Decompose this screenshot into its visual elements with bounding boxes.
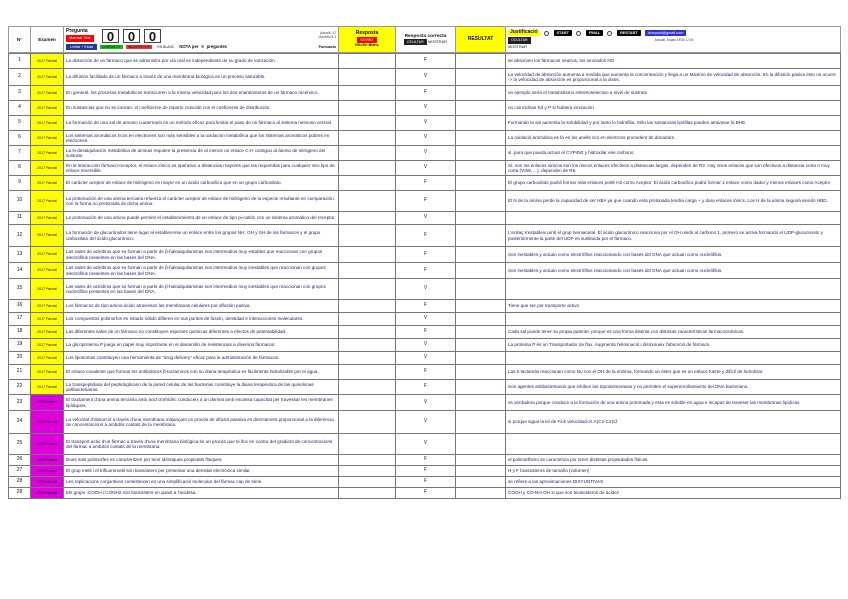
justification-text: H y F bioisosteros de tamaño (volumen) [506, 466, 841, 477]
correct-answer: V [396, 434, 456, 455]
answer-input[interactable] [339, 247, 396, 263]
question-text: Dues sals polimorfes es caracteritzen per tenir idèntiques propietats físiques. [64, 455, 339, 466]
result-cell [456, 131, 506, 146]
answer-input[interactable] [339, 191, 396, 212]
answer-input[interactable] [339, 488, 396, 499]
pregunta-header [64, 27, 339, 53]
row-number: 15 [9, 279, 31, 300]
table-row [9, 69, 841, 86]
justificacio-label: Justificació [510, 29, 538, 36]
justification-text: si porque sigue la lei de Fick velocidad=K.A(C1-C2)/d [506, 411, 841, 434]
resposta-label: Resposta [355, 30, 379, 37]
exam-badge: 2017 Parcial [31, 365, 64, 380]
table-row [9, 488, 841, 499]
question-text: La absorción de un fármaco que se administra por vía oral es independiente de su grado de ionización. [64, 54, 339, 69]
justification-text: La proteina P és un Transportador de flux. Augmenta l'eliminació i disminueix l'absorció de fàrmacs. [506, 339, 841, 352]
justification-text: El N de la amina perde la capacidad de ser HBA ya que cuando esta protonada tendra carga + y dara enlaces iònics. Los H de la amina seguirà siendo HBD. [506, 191, 841, 212]
correct-answer: F [396, 466, 456, 477]
table-row [9, 477, 841, 488]
correct-answer: F [396, 176, 456, 191]
result-cell [456, 279, 506, 300]
justification-text: La velocidad de absorción aumenta a medida que aumenta la concentración y llega a un Máximo de velocidad de absorción. En la difusión pasiva esto no ocurre -> la velocidad de absorción es proporcional a la dosis. [506, 69, 841, 86]
row-number: 7 [9, 146, 31, 161]
exam-badge: 2017 Parcial [31, 69, 64, 86]
row-number: 14 [9, 263, 31, 279]
row-number: 29 [9, 488, 31, 499]
correct-answer: V [396, 339, 456, 352]
table-row [9, 247, 841, 263]
justification-text [506, 279, 841, 300]
row-number: 23 [9, 395, 31, 411]
correct-answer: F [396, 380, 456, 395]
exam-badge: 2017 Parcial [31, 225, 64, 247]
exam-badge: 2017 Parcial [31, 326, 64, 339]
answer-input[interactable] [339, 279, 396, 300]
justification-text [506, 313, 841, 326]
table-row [9, 279, 841, 300]
result-cell [456, 411, 506, 434]
result-cell [456, 313, 506, 326]
question-text: El tractament d'una amina terciària amb àcid clorhídric conduceix a un derivat amb escassa capacitat per travessar les membranes lipídiques. [64, 395, 339, 411]
ocultar-answers-button[interactable]: OCULTAR [404, 39, 427, 45]
justification-text: si, para que pueda actuar el CYP450 y hidroxilar ese carbono [506, 146, 841, 161]
sovint-button[interactable]: SOVINT [357, 37, 376, 43]
puntuacio-label: Puntuació [318, 44, 336, 49]
table-row [9, 326, 841, 339]
question-text: En la interacción fármaco-receptor, el enlace iónico es operativo a distancias mayores que las requeridas para cualquier otro tipo de enlace reversible. [64, 161, 339, 176]
table-row [9, 176, 841, 191]
ns-label: NS=En Blanc [355, 43, 379, 48]
answer-input[interactable] [339, 326, 396, 339]
question-text: Els grups -COOH i CONH2 són bioisòsters en quant a l'acidesa. [64, 488, 339, 499]
answer-input[interactable] [339, 300, 396, 313]
table-row [9, 161, 841, 176]
correct-answer: F [396, 54, 456, 69]
exam-badge: 2017 Parcial [31, 339, 64, 352]
result-cell [456, 380, 506, 395]
justification-text: un ejemplo sería el metabolismo estereoselectivo a nivel de sustrato [506, 86, 841, 101]
table-row [9, 225, 841, 247]
justification-text: Cada sal puede tener su propia patente, porque es una forma distinta con distintas características farmacocinéticas. [506, 326, 841, 339]
nota-label: NOTA per [179, 43, 199, 49]
table-row [9, 411, 841, 434]
num-header: N° [9, 27, 31, 53]
justification-text: L'enllaç s'estableix amb el grup hemiacetal. El ácido glucurónico reacciona por el OH unido al carbono 1, primero se activa formando el UDP-glucuronato y posteriormente la parte del UDP es sustituida por el fàrmaco. [506, 225, 841, 247]
exam-badge: 2017 Parcial [31, 313, 64, 326]
row-number: 4 [9, 101, 31, 116]
row-number: 24 [9, 411, 31, 434]
answer-input[interactable] [339, 395, 396, 411]
table-row [9, 101, 841, 116]
side-note-1: Actualit. V2 [319, 31, 336, 35]
nota-count: 0 [201, 43, 204, 49]
row-number: 3 [9, 86, 31, 101]
row-number: 25 [9, 434, 31, 455]
question-text: La difusión facilitada de un fármaco a través de una membrana biológica es un proceso saturable. [64, 69, 339, 86]
result-cell [456, 352, 506, 365]
exam-badge: 2017 Parcial [31, 146, 64, 161]
question-text: Les replicacions conjuntives consisteixen en una simplificació molecular del fàrmac cap de sèrie. [64, 477, 339, 488]
correct-answer: F [396, 365, 456, 380]
answer-input[interactable] [339, 466, 396, 477]
correcte-legend: CORRECTE [101, 44, 121, 49]
question-text: La N-desalquilación metabólica de aminas requiere la presencia de al menos un enlace C-H contiguo al átomo de nitrógeno del sustrato. [64, 146, 339, 161]
answer-input[interactable] [339, 131, 396, 146]
correct-answer: F [396, 247, 456, 263]
correct-answer: V [396, 352, 456, 365]
correct-answer: V [396, 146, 456, 161]
table-row [9, 365, 841, 380]
justification-text [506, 434, 841, 455]
questions-table [8, 53, 841, 499]
justification-text: Sí, son los enlaces iónicos son los únicos enlaces efectivos a distancias largas, dependen de R2. Hay otros enlaces que son efectivos a distancia corta o muy corta (VdW, ...), dependen de R6. [506, 161, 841, 176]
final-button[interactable]: FINAL [586, 30, 603, 36]
exam-badge: 2017 Parcial [31, 116, 64, 131]
correct-answer: F [396, 455, 456, 466]
manual-test-button[interactable]: Manual Test [66, 35, 94, 42]
justification-text: COOH y CO-NH-OH si que son bioisosteros de acidez [506, 488, 841, 499]
justification-text [506, 212, 841, 225]
correct-answer: V [396, 116, 456, 131]
table-row [9, 116, 841, 131]
ocultar-justificacio-button[interactable]: OCULTAR [508, 37, 531, 43]
row-number: 28 [9, 477, 31, 488]
result-cell [456, 395, 506, 411]
result-cell [456, 326, 506, 339]
start-button[interactable]: START [554, 30, 572, 36]
exam-badge: 2017 Parcial [31, 212, 64, 225]
question-text: La velocitat d'absorció a través d'una membrana mitjançant un procés de difusió passiva és directament proporcional a la diferència de concentracions a ambdós costats de la membrana. [64, 411, 339, 434]
result-cell [456, 69, 506, 86]
answer-input[interactable] [339, 352, 396, 365]
answer-input[interactable] [339, 477, 396, 488]
question-text: La protonación de una amina puede permitir el establecimiento de un enlace de tipo pi-catión con un sistema aromático del receptor. [64, 212, 339, 225]
question-text: Las diferentes sales de un fármaco no constituyen especies químicas diferentes a efectos de patentabilidad. [64, 326, 339, 339]
exam-badge: 2017 Parcial [31, 191, 64, 212]
answer-input[interactable] [339, 212, 396, 225]
justificacio-header [506, 27, 841, 53]
answer-input[interactable] [339, 54, 396, 69]
exam-badge: 2016 Parcial [31, 477, 64, 488]
question-text: Los fármacos de tipo amino-ácido atraviesan las membranas celulares por difusión pasiva. [64, 300, 339, 313]
correct-answer: V [396, 411, 456, 434]
table-row [9, 434, 841, 455]
result-cell [456, 488, 506, 499]
exam-badge: 2017 Parcial [31, 176, 64, 191]
justification-text: Tiene que ser por transporte activo [506, 300, 841, 313]
correct-answer: V [396, 212, 456, 225]
exam-badge: 2017 Parcial [31, 247, 64, 263]
table-row [9, 212, 841, 225]
restart-button[interactable]: RESTART [617, 30, 641, 36]
result-cell [456, 434, 506, 455]
blank-counter: 0 [144, 29, 161, 43]
correct-answer: F [396, 300, 456, 313]
question-text: Las sales de aziridinio que se forman a partir de β-haloalquilaminas son intermedios muy estables que reaccionan con grupos electrófilos presentes en las bases del DNA. [64, 247, 339, 263]
mostrar-answers-button[interactable]: MOSTRAR [427, 40, 447, 45]
row-number: 2 [9, 69, 31, 86]
final-radio-icon[interactable] [576, 31, 581, 36]
question-text: Los sistemas aromáticos ricos en electrones son más sensibles a la oxidación metabólica que los sistemas aromáticos pobres en electrones. [64, 131, 339, 146]
correct-answer: V [396, 69, 456, 86]
exam-badge: 2016 Parcial [31, 466, 64, 477]
question-text: Las sales de aziridinio que se forman a partir de β-haloalquilaminas son intermedios muy inestables que reaccionan con grupos electrófilos presentes en las bases del DNA. [64, 263, 339, 279]
header-table [8, 26, 841, 53]
row-number: 16 [9, 300, 31, 313]
row-number: 9 [9, 176, 31, 191]
exam-badge: 2016 Parcial [31, 434, 64, 455]
table-row [9, 455, 841, 466]
table-row [9, 395, 841, 411]
row-number: 10 [9, 191, 31, 212]
question-text: El transport actiu d'un fàrmac a través d'una membrana biològica és un procés que té lloc en contra del gradient de concentracions del fàrmac a ambdós costats de la membrana. [64, 434, 339, 455]
correct-answer: V [396, 395, 456, 411]
side-note-2: Max/Min 8-3 [318, 34, 336, 39]
justification-text: Formando la sal aumenta la solubilidad y por tanto lo hidrofilia. Sólo las sustancias lipófilas pueden atravesar la BHE. [506, 116, 841, 131]
exam-badge: 2017 Parcial [31, 161, 64, 176]
question-text: Las sales de aziridinio que se forman a partir de β-haloalquilaminas son intermedios muy inestables que reaccionan con grupos nucleófilos presentes en las bases del DNA. [64, 279, 339, 300]
result-cell [456, 339, 506, 352]
result-cell [456, 212, 506, 225]
answer-input[interactable] [339, 69, 396, 86]
question-text: El grup metil i el trifluorometil són bioisòsters per presentar una densitat electrònica similar. [64, 466, 339, 477]
exam-badge: 2017 Parcial [31, 101, 64, 116]
resposta-header [339, 27, 396, 53]
question-text: La glicoproteína P juega un papel muy importante en el desarrollo de resistencias a diversos fármacos. [64, 339, 339, 352]
question-text: La transpeptidasa del peptidoglicano de la pared celular de las bacterias constituye la diana terapéutica de las quinolonas antibacterianas. [64, 380, 339, 395]
pregunta-label: Pregunta [66, 28, 88, 35]
correct-answer: F [396, 326, 456, 339]
incorrect-counter: 0 [123, 29, 140, 43]
justification-text: La oxidació aromàtica es fa en los anells rics en electrons procedent de donadors. [506, 131, 841, 146]
correct-answer: V [396, 313, 456, 326]
row-number: 20 [9, 352, 31, 365]
answer-input[interactable] [339, 380, 396, 395]
exam-header: Examen [31, 27, 64, 53]
correct-answer: F [396, 263, 456, 279]
spreadsheet [8, 26, 840, 499]
table-row [9, 146, 841, 161]
correct-answer: V [396, 161, 456, 176]
question-text: El carácter aceptor de enlace de hidrógeno es mayor en un ácido carboxílico que en un grupo carboxilato. [64, 176, 339, 191]
result-cell [456, 86, 506, 101]
exam-badge: 2016 Parcial [31, 395, 64, 411]
justification-text: El grupo carboxilato podrá formar más enlaces porté H2 como Aceptor. El ácido carboxílico podrá formar 1 enlace como dador y menos enlaces como Aceptor [506, 176, 841, 191]
row-number: 8 [9, 161, 31, 176]
exam-badge: 2017 Parcial [31, 279, 64, 300]
en-blanc-legend: EN BLANC [157, 44, 175, 49]
exam-badge: 2017 Parcial [31, 380, 64, 395]
row-number: 1 [9, 54, 31, 69]
table-row [9, 86, 841, 101]
table-row [9, 466, 841, 477]
table-row [9, 300, 841, 313]
correct-answer: V [396, 279, 456, 300]
answer-input[interactable] [339, 455, 396, 466]
answer-input[interactable] [339, 225, 396, 247]
row-number: 5 [9, 116, 31, 131]
table-row [9, 339, 841, 352]
result-cell [456, 116, 506, 131]
question-text: Los liposomas constituyen una herramienta de "drug delivery" eficaz para la administración de fármacos. [64, 352, 339, 365]
answer-input[interactable] [339, 313, 396, 326]
question-text: El enlace covalente que forman los antibióticos β-lactámicos con su diana terapéutica es fácilmente hidrolizable por el agua. [64, 365, 339, 380]
result-cell [456, 161, 506, 176]
answer-input[interactable] [339, 116, 396, 131]
justification-text: se absorven los fármacos neutros, los ionizados NO [506, 54, 841, 69]
row-number: 13 [9, 247, 31, 263]
answer-input[interactable] [339, 161, 396, 176]
incorrecte-legend: INCORRECTE [127, 44, 151, 49]
justification-text: Son inestables y actuan como electròfilos reaccionando con bases del DNA que actuan como nucleòfilos. [506, 263, 841, 279]
result-cell [456, 225, 506, 247]
question-text: En sustancias que no se ionizan, el coeficiente de reparto coincide con el coeficiente de distribución. [64, 101, 339, 116]
answer-input[interactable] [339, 339, 396, 352]
resposta-correcta-label: Resposta correcta [404, 33, 447, 39]
result-cell [456, 263, 506, 279]
exam-badge: 2017 Parcial [31, 300, 64, 313]
correct-answer: F [396, 191, 456, 212]
row-number: 21 [9, 365, 31, 380]
answer-input[interactable] [339, 365, 396, 380]
justification-text: no coincidiran Kd y P si hubiera ionización [506, 101, 841, 116]
small-note: Actualit. Estats 19/06 12:00 [654, 37, 694, 42]
resposta-correcta-header [396, 27, 456, 53]
answer-input[interactable] [339, 86, 396, 101]
row-number: 27 [9, 466, 31, 477]
justification-text [506, 352, 841, 365]
justification-text: se refiere a las aproximaciones DISYUNTIVAS [506, 477, 841, 488]
restart-radio-icon[interactable] [607, 31, 612, 36]
exam-badge: 2016 Parcial [31, 411, 64, 434]
justification-text: Son agentes antibacterianos que inhiben las topoisomerasas y no permiten el superenrollamiento del DNA bacteriano. [506, 380, 841, 395]
exam-badge: 2016 Parcial [31, 455, 64, 466]
correct-answer: F [396, 225, 456, 247]
justification-text: Las b-lactamàs reaccionan como Nu con el OH de la enzima, formando un èster que es un enlace fuerte y difícil de hidrolizar. [506, 365, 841, 380]
row-number: 19 [9, 339, 31, 352]
exam-badge: 2017 Parcial [31, 131, 64, 146]
correct-answer: F [396, 86, 456, 101]
row-number: 22 [9, 380, 31, 395]
row-number: 26 [9, 455, 31, 466]
preguntes-label: preguntes [206, 43, 227, 49]
exam-badge: 2017 Parcial [31, 352, 64, 365]
justification-text: Son inestables y actuan como electròfilos reaccionando con bases del DNA que actuan como nucleòfilos. [506, 247, 841, 263]
exam-badge: 2017 Parcial [31, 86, 64, 101]
result-cell [456, 300, 506, 313]
exam-badge: 2017 Parcial [31, 263, 64, 279]
answer-input[interactable] [339, 176, 396, 191]
exam-badge: 2017 Parcial [31, 54, 64, 69]
question-text: La formación de glucurónidos tiene lugar al establecerse un enlace entre los grupos NH, OH y SH de los fármacos y el grupo carboxilato del ácido glucurónico. [64, 225, 339, 247]
resultat-header: RESULTAT [456, 27, 506, 53]
table-row [9, 313, 841, 326]
question-text: La protonación de una amina terciaria refuerza el carácter aceptor de enlace de hidrógeno de la especie resultante en comparación con la forma no protonada de dicha amina. [64, 191, 339, 212]
result-cell [456, 54, 506, 69]
answer-input[interactable] [339, 434, 396, 455]
table-row [9, 263, 841, 279]
table-row [9, 352, 841, 365]
result-cell [456, 176, 506, 191]
justification-text: es verdadera porque conduce a la formación de una amina protonada y esta es soluble en agua e incapaz de traveser las membranas lipídicas [506, 395, 841, 411]
result-cell [456, 247, 506, 263]
result-cell [456, 191, 506, 212]
email-link[interactable]: dcruyout@gmail.com [645, 30, 687, 36]
question-text: En general, los procesos metabólicos transcurren a la misma velocidad para los dos enantiómeros de un fármaco racémico. [64, 86, 339, 101]
justification-text: el polimorfismo se caracteriza por tener distintas propiedades físicas. [506, 455, 841, 466]
row-number: 17 [9, 313, 31, 326]
result-cell [456, 146, 506, 161]
table-row [9, 380, 841, 395]
answer-input[interactable] [339, 263, 396, 279]
table-row [9, 191, 841, 212]
row-number: 11 [9, 212, 31, 225]
start-radio-icon[interactable] [544, 31, 549, 36]
correct-answer: V [396, 131, 456, 146]
mostrar-justificacio-button[interactable]: MOSTRAR [508, 44, 527, 49]
answer-input[interactable] [339, 146, 396, 161]
row-number: 6 [9, 131, 31, 146]
correct-answer: F [396, 477, 456, 488]
exam-badge: 2016 Parcial [31, 488, 64, 499]
result-cell [456, 365, 506, 380]
correct-counter: 0 [102, 29, 119, 43]
unitat-estat-button[interactable]: Unitat + Estat [66, 44, 97, 50]
correct-answer: V [396, 101, 456, 116]
row-number: 12 [9, 225, 31, 247]
result-cell [456, 477, 506, 488]
result-cell [456, 455, 506, 466]
result-cell [456, 466, 506, 477]
table-row [9, 54, 841, 69]
answer-input[interactable] [339, 101, 396, 116]
question-text: Los compuestos polimorfos en estado sólido difieren en sus puntos de fusión, densidad e interacciones moleculares. [64, 313, 339, 326]
row-number: 18 [9, 326, 31, 339]
answer-input[interactable] [339, 411, 396, 434]
question-text: La formación de una sal de amonio cuaternario es un método eficaz para limitar el paso de un fármaco al sistema nervioso central. [64, 116, 339, 131]
result-cell [456, 101, 506, 116]
correct-answer: F [396, 488, 456, 499]
table-row [9, 131, 841, 146]
